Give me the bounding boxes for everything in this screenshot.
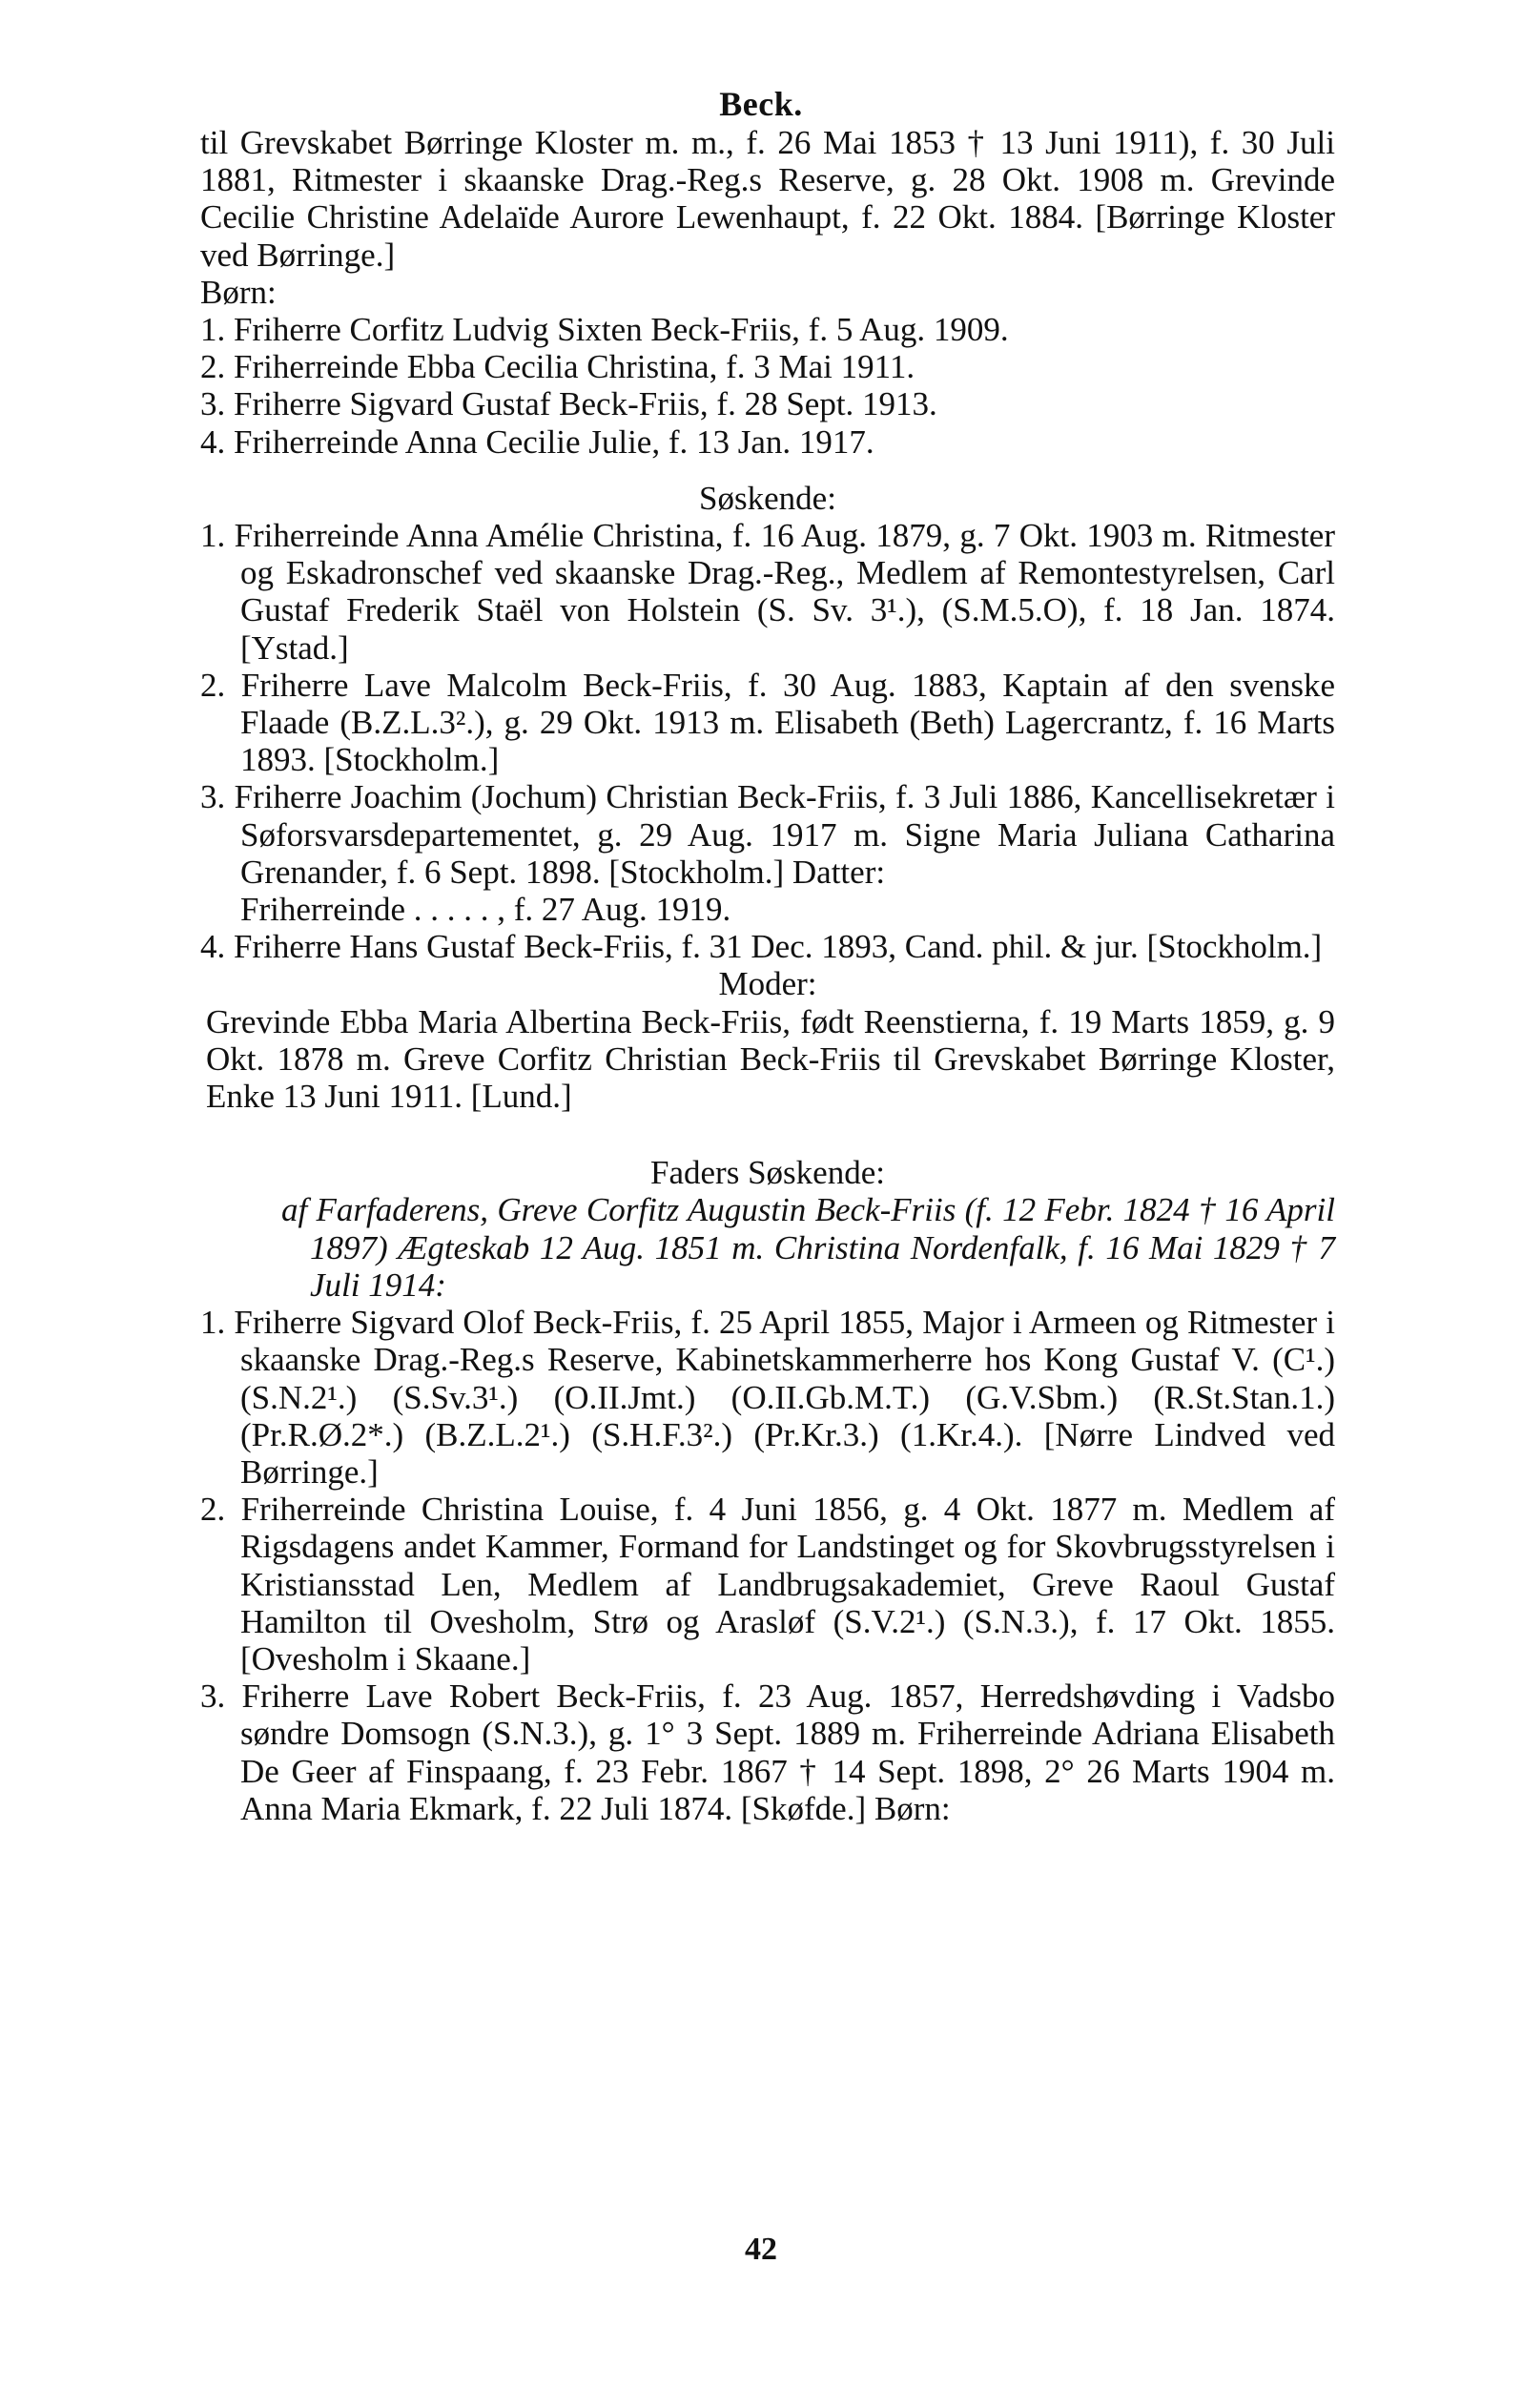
intro-paragraph: til Grevskabet Børringe Kloster m. m., f. 26 Mai 1853 † 13 Juni 1911), f. 30 Juli 1881, Ritmester i skaanske Drag.-Reg.s Reserve, g. 28 Okt. 1908 m. Grevinde Cecilie Christine Adelaïde Aurore Lewenhaupt, f. 22 Okt. 1884. [Børringe Kloster ved Børringe.] <box>200 124 1335 274</box>
children-label: Børn: <box>200 273 277 311</box>
siblings-list <box>200 517 1335 965</box>
list-item: 2. Friherreinde Christina Louise, f. 4 Juni 1856, g. 4 Okt. 1877 m. Medlem af Rigsdagens andet Kammer, Formand for Landstinget og for Skovbrugsstyrelsen i Kristiansstad Len, Medlem af Landbrugsakademiet, Greve Raoul Gustaf Hamilton til Ovesholm, Strø og Arasløf (S.V.2¹.) (S.N.3.), f. 17 Okt. 1855. [Ovesholm i Skaane.] <box>200 1491 1335 1677</box>
list-item: 4. Friherreinde Anna Cecilie Julie, f. 13 Jan. 1917. <box>200 422 874 461</box>
list-item: 1. Friherre Sigvard Olof Beck-Friis, f. 25 April 1855, Major i Armeen og Ritmester i skaanske Drag.-Reg.s Reserve, Kabinetskammerherre hos Kong Gustaf V. (C¹.) (S.N.2¹.) (S.Sv.3¹.) (O.II.Jmt.) (O.II.Gb.M.T.) (G.V.Sbm.) (R.St.Stan.1.) (Pr.R.Ø.2*.) (B.Z.L.2¹.) (S.H.F.3².) (Pr.Kr.3.) (1.Kr.4.). [Nørre Lindved ved Børringe.] <box>200 1304 1335 1491</box>
list-item: 3. Friherre Joachim (Jochum) Christian Beck-Friis, f. 3 Juli 1886, Kancellisekretær i Søforsvarsdepartementet, g. 29 Aug. 1917 m. Signe Maria Juliana Catharina Grenander, f. 6 Sept. 1898. [Stockholm.] Datter: <box>200 778 1335 891</box>
fathers-siblings-heading: Faders Søskende: <box>650 1154 885 1192</box>
list-item: 3. Friherre Sigvard Gustaf Beck-Friis, f. 28 Sept. 1913. <box>200 385 937 423</box>
daughter-entry: Friherreinde . . . . . , f. 27 Aug. 1919. <box>240 891 731 929</box>
list-item: 2. Friherre Lave Malcolm Beck-Friis, f. 30 Aug. 1883, Kaptain af den svenske Flaade (B.Z.L.3².), g. 29 Okt. 1913 m. Elisabeth (Beth) Lagercrantz, f. 16 Marts 1893. [Stockholm.] <box>200 666 1335 779</box>
page-title: Beck. <box>719 85 803 123</box>
list-item: 4. Friherre Hans Gustaf Beck-Friis, f. 31 Dec. 1893, Cand. phil. & jur. [Stockholm.] <box>200 928 1323 966</box>
list-item: 1. Friherreinde Anna Amélie Christina, f. 16 Aug. 1879, g. 7 Okt. 1903 m. Ritmester og Eskadronschef ved skaanske Drag.-Reg., Medlem af Remontestyrelsen, Carl Gustaf Frederik Staël von Holstein (S. Sv. 3¹.), (S.M.5.O), f. 18 Jan. 1874. [Ystad.] <box>200 517 1335 667</box>
document-body <box>200 124 1335 1827</box>
fathers-siblings-intro: af Farfaderens, Greve Corfitz Augustin Beck-Friis (f. 12 Febr. 1824 † 16 April 1897) Ægteskab 12 Aug. 1851 m. Christina Nordenfalk, f. 16 Mai 1829 † 7 Juli 1914: <box>281 1191 1335 1304</box>
children-list <box>200 311 1335 461</box>
mother-heading: Moder: <box>718 965 817 1003</box>
mother-paragraph: Grevinde Ebba Maria Albertina Beck-Friis, født Reenstierna, f. 19 Marts 1859, g. 9 Okt. 1878 m. Greve Corfitz Christian Beck-Friis til Grevskabet Børringe Kloster, Enke 13 Juni 1911. [Lund.] <box>206 1002 1335 1116</box>
page-number <box>0 2232 1522 2268</box>
page-header <box>0 84 1522 124</box>
list-item: 2. Friherreinde Ebba Cecilia Christina, f. 3 Mai 1911. <box>200 348 915 386</box>
list-item: 1. Friherre Corfitz Ludvig Sixten Beck-Friis, f. 5 Aug. 1909. <box>200 311 1009 349</box>
siblings-heading: Søskende: <box>699 479 836 517</box>
fathers-siblings-list <box>200 1304 1335 1827</box>
page-number-text: 42 <box>745 2232 777 2267</box>
list-item: 3. Friherre Lave Robert Beck-Friis, f. 23 Aug. 1857, Herredshøvding i Vadsbo søndre Domsogn (S.N.3.), g. 1° 3 Sept. 1889 m. Friherreinde Adriana Elisabeth De Geer af Finspaang, f. 23 Febr. 1867 † 14 Sept. 1898, 2° 26 Marts 1904 m. Anna Maria Ekmark, f. 22 Juli 1874. [Skøfde.] Børn: <box>200 1677 1335 1827</box>
